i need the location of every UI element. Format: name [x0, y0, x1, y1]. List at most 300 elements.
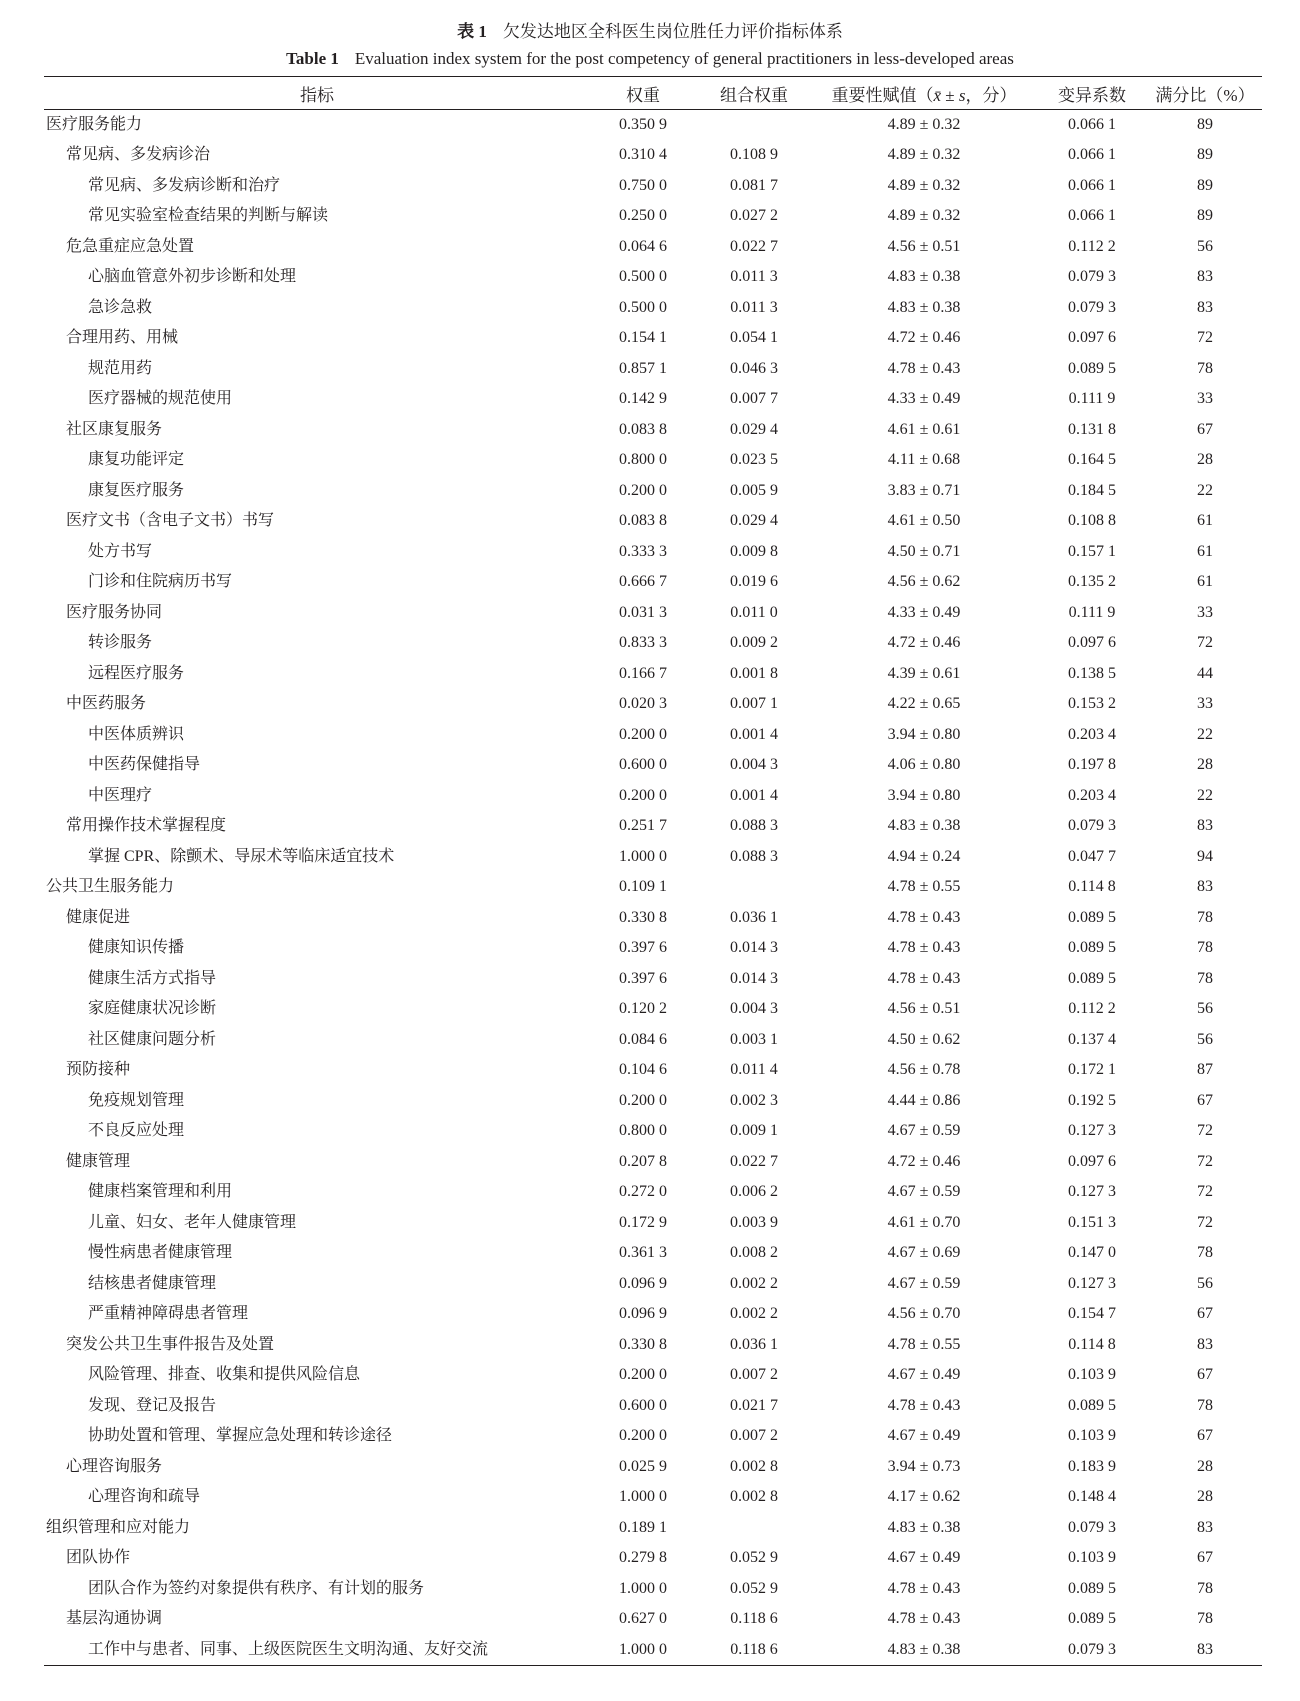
importance-cell: 4.83 ± 0.38 [887, 817, 961, 835]
header-row [44, 77, 1262, 110]
tertiary-indicator-row [44, 628, 1262, 659]
importance-cell: 4.06 ± 0.80 [887, 756, 961, 774]
indicator-cell: 社区康复服务 [66, 420, 163, 438]
weight-cell: 0.142 9 [619, 390, 667, 408]
weight-cell: 0.166 7 [619, 664, 667, 682]
tertiary-indicator-row [44, 171, 1262, 202]
indicator-table [44, 76, 1262, 1666]
combined-weight-cell: 0.011 3 [730, 298, 778, 316]
indicator-cell: 常见病、多发病诊治 [66, 146, 211, 164]
header-importance-sd-symbol: s [958, 85, 966, 105]
weight-cell: 0.083 8 [619, 420, 667, 438]
cv-cell: 0.089 5 [1068, 1610, 1116, 1628]
cv-cell: 0.047 7 [1068, 847, 1116, 865]
combined-weight-cell: 0.108 9 [730, 146, 778, 164]
tertiary-indicator-row [44, 354, 1262, 385]
importance-cell: 4.78 ± 0.43 [887, 969, 961, 987]
combined-weight-cell: 0.002 2 [730, 1274, 778, 1292]
importance-cell: 4.50 ± 0.71 [887, 542, 961, 560]
combined-weight-cell: 0.023 5 [730, 451, 778, 469]
full-score-cell: 28 [1197, 756, 1213, 774]
indicator-cell: 慢性病患者健康管理 [88, 1244, 233, 1262]
combined-weight-cell: 0.036 1 [730, 1335, 778, 1353]
importance-cell: 4.78 ± 0.43 [887, 1610, 961, 1628]
indicator-cell: 规范用药 [88, 359, 153, 377]
importance-cell: 4.56 ± 0.62 [887, 573, 961, 591]
full-score-cell: 78 [1197, 1244, 1213, 1262]
full-score-cell: 61 [1197, 512, 1213, 530]
full-score-cell: 72 [1197, 1122, 1213, 1140]
weight-cell: 1.000 0 [619, 847, 667, 865]
cv-cell: 0.127 3 [1068, 1122, 1116, 1140]
indicator-cell: 预防接种 [66, 1061, 131, 1079]
combined-weight-cell: 0.007 1 [730, 695, 778, 713]
combined-weight-cell: 0.118 6 [696, 1635, 812, 1666]
weight-cell: 0.250 0 [619, 207, 667, 225]
table-title-cn: 欠发达地区全科医生岗位胜任力评价指标体系 [502, 22, 843, 41]
cv-cell: 0.097 6 [1068, 329, 1116, 347]
secondary-indicator-row [44, 1543, 1262, 1574]
combined-weight-cell: 0.003 1 [730, 1030, 778, 1048]
cv-cell: 0.154 7 [1068, 1305, 1116, 1323]
secondary-indicator-row [44, 1604, 1262, 1635]
weight-cell: 0.109 1 [619, 878, 667, 896]
importance-cell: 4.11 ± 0.68 [887, 451, 961, 469]
weight-cell: 0.397 6 [619, 969, 667, 987]
importance-cell: 4.39 ± 0.61 [887, 664, 961, 682]
cv-cell: 0.127 3 [1068, 1183, 1116, 1201]
tertiary-indicator-row [44, 994, 1262, 1025]
indicator-cell: 不良反应处理 [88, 1122, 185, 1140]
cv-cell: 0.197 8 [1068, 756, 1116, 774]
full-score-cell: 89 [1197, 146, 1213, 164]
cv-cell: 0.097 6 [1068, 1152, 1116, 1170]
cv-cell: 0.112 2 [1068, 237, 1116, 255]
combined-weight-cell: 0.006 2 [730, 1183, 778, 1201]
full-score-cell: 56 [1197, 237, 1213, 255]
importance-cell: 4.17 ± 0.62 [887, 1488, 961, 1506]
weight-cell: 0.279 8 [619, 1549, 667, 1567]
full-score-cell: 28 [1197, 451, 1213, 469]
weight-cell: 0.750 0 [619, 176, 667, 194]
combined-weight-cell: 0.001 4 [730, 725, 778, 743]
header-combined-weight: 组合权重 [696, 77, 812, 110]
full-score-cell: 67 [1197, 1427, 1213, 1445]
cv-cell: 0.138 5 [1068, 664, 1116, 682]
full-score-cell: 78 [1197, 969, 1213, 987]
tertiary-indicator-row [44, 1635, 1262, 1666]
weight-cell: 0.330 8 [619, 1335, 667, 1353]
indicator-cell: 医疗服务协同 [66, 603, 163, 621]
full-score-cell: 83 [1148, 1635, 1262, 1666]
indicator-cell: 健康生活方式指导 [88, 969, 217, 987]
importance-cell: 4.72 ± 0.46 [887, 634, 961, 652]
full-score-cell: 83 [1197, 268, 1213, 286]
combined-weight-cell: 0.029 4 [730, 420, 778, 438]
full-score-cell: 67 [1197, 1366, 1213, 1384]
combined-weight-cell: 0.052 9 [730, 1549, 778, 1567]
weight-cell: 0.096 9 [619, 1274, 667, 1292]
tertiary-indicator-row [44, 293, 1262, 324]
importance-cell: 4.56 ± 0.70 [887, 1305, 961, 1323]
indicator-cell: 团队协作 [66, 1549, 131, 1567]
tertiary-indicator-row [44, 384, 1262, 415]
full-score-cell: 89 [1197, 207, 1213, 225]
cv-cell: 0.103 9 [1068, 1427, 1116, 1445]
full-score-cell: 89 [1197, 176, 1213, 194]
indicator-cell: 基层沟通协调 [66, 1610, 163, 1628]
cv-cell: 0.203 4 [1068, 725, 1116, 743]
cv-cell: 0.112 2 [1068, 1000, 1116, 1018]
indicator-cell: 组织管理和应对能力 [46, 1518, 191, 1536]
tertiary-indicator-row [44, 933, 1262, 964]
indicator-cell: 远程医疗服务 [88, 664, 185, 682]
weight-cell: 0.083 8 [619, 512, 667, 530]
indicator-cell: 常用操作技术掌握程度 [66, 817, 227, 835]
weight-cell: 0.020 3 [619, 695, 667, 713]
weight-cell: 1.000 0 [619, 1579, 667, 1597]
indicator-cell: 处方书写 [88, 542, 153, 560]
cv-cell: 0.137 4 [1068, 1030, 1116, 1048]
full-score-cell: 67 [1197, 420, 1213, 438]
weight-cell: 0.500 0 [619, 298, 667, 316]
tertiary-indicator-row [44, 1177, 1262, 1208]
combined-weight-cell: 0.009 8 [730, 542, 778, 560]
full-score-cell: 33 [1197, 695, 1213, 713]
weight-cell: 0.857 1 [619, 359, 667, 377]
full-score-cell: 78 [1197, 1610, 1213, 1628]
combined-weight-cell: 0.004 3 [730, 756, 778, 774]
importance-cell: 4.67 ± 0.49 [887, 1427, 961, 1445]
indicator-cell: 医疗器械的规范使用 [88, 390, 233, 408]
combined-weight-cell: 0.002 3 [730, 1091, 778, 1109]
full-score-cell: 28 [1197, 1457, 1213, 1475]
tertiary-indicator-row [44, 750, 1262, 781]
importance-cell: 4.72 ± 0.46 [887, 329, 961, 347]
secondary-indicator-row [44, 506, 1262, 537]
cv-cell: 0.135 2 [1068, 573, 1116, 591]
tertiary-indicator-row [44, 537, 1262, 568]
indicator-cell: 掌握 CPR、除颤术、导尿术等临床适宜技术 [88, 847, 395, 865]
table-title-en: Evaluation index system for the post competency of general practitioners in less-developed areas [354, 49, 1014, 68]
cv-cell: 0.127 3 [1068, 1274, 1116, 1292]
tertiary-indicator-row [44, 1025, 1262, 1056]
cv-cell: 0.097 6 [1068, 634, 1116, 652]
importance-cell: 4.89 ± 0.32 [887, 176, 961, 194]
indicator-cell: 常见实验室检查结果的判断与解读 [88, 207, 329, 225]
importance-cell: 4.56 ± 0.78 [887, 1061, 961, 1079]
indicator-cell: 医疗服务能力 [46, 116, 143, 133]
cv-cell: 0.089 5 [1068, 359, 1116, 377]
cv-cell: 0.111 9 [1068, 603, 1116, 621]
tertiary-indicator-row [44, 1269, 1262, 1300]
full-score-cell: 83 [1197, 1518, 1213, 1536]
tertiary-indicator-row [44, 476, 1262, 507]
combined-weight-cell: 0.021 7 [730, 1396, 778, 1414]
cv-cell: 0.066 1 [1068, 176, 1116, 194]
secondary-indicator-row [44, 811, 1262, 842]
weight-cell: 0.272 0 [619, 1183, 667, 1201]
importance-cell: 4.67 ± 0.49 [887, 1366, 961, 1384]
indicator-cell: 康复医疗服务 [88, 481, 185, 499]
weight-cell: 0.800 0 [619, 1122, 667, 1140]
importance-cell: 4.61 ± 0.70 [887, 1213, 961, 1231]
combined-weight-cell: 0.007 7 [730, 390, 778, 408]
combined-weight-cell: 0.011 0 [730, 603, 778, 621]
combined-weight-cell: 0.052 9 [730, 1579, 778, 1597]
combined-weight-cell: 0.007 2 [730, 1427, 778, 1445]
importance-cell: 4.83 ± 0.38 [887, 268, 961, 286]
tertiary-indicator-row [44, 1086, 1262, 1117]
cv-cell: 0.079 3 [1036, 1635, 1148, 1666]
combined-weight-cell: 0.005 9 [730, 481, 778, 499]
full-score-cell: 22 [1197, 725, 1213, 743]
tertiary-indicator-row [44, 1360, 1262, 1391]
secondary-indicator-row [44, 598, 1262, 629]
full-score-cell: 87 [1197, 1061, 1213, 1079]
combined-weight-cell: 0.011 4 [730, 1061, 778, 1079]
combined-weight-cell: 0.004 3 [730, 1000, 778, 1018]
combined-weight-cell: 0.027 2 [730, 207, 778, 225]
tertiary-indicator-row [44, 659, 1262, 690]
tertiary-indicator-row [44, 781, 1262, 812]
full-score-cell: 72 [1197, 1183, 1213, 1201]
importance-cell: 4.78 ± 0.55 [887, 1335, 961, 1353]
importance-cell: 3.94 ± 0.73 [887, 1457, 961, 1475]
importance-cell: 4.78 ± 0.43 [887, 1396, 961, 1414]
importance-cell: 4.61 ± 0.50 [887, 512, 961, 530]
indicator-cell: 团队合作为签约对象提供有秩序、有计划的服务 [88, 1579, 425, 1597]
indicator-cell: 危急重症应急处置 [66, 237, 195, 255]
indicator-cell: 合理用药、用械 [66, 329, 179, 347]
combined-weight-cell: 0.009 2 [730, 634, 778, 652]
full-score-cell: 67 [1197, 1549, 1213, 1567]
indicator-cell: 心脑血管意外初步诊断和处理 [88, 268, 297, 286]
secondary-indicator-row [44, 140, 1262, 171]
tertiary-indicator-row [44, 842, 1262, 873]
cv-cell: 0.079 3 [1068, 1518, 1116, 1536]
header-full-score: 满分比（%） [1148, 77, 1262, 110]
indicator-cell: 健康管理 [66, 1152, 131, 1170]
cv-cell: 0.157 1 [1068, 542, 1116, 560]
full-score-cell: 72 [1197, 1152, 1213, 1170]
weight-cell: 0.189 1 [619, 1518, 667, 1536]
combined-weight-cell: 0.002 8 [730, 1488, 778, 1506]
tertiary-indicator-row [44, 1238, 1262, 1269]
table-caption-en [0, 46, 1300, 72]
cv-cell: 0.131 8 [1068, 420, 1116, 438]
indicator-cell: 风险管理、排查、收集和提供风险信息 [88, 1366, 361, 1384]
weight-cell: 0.627 0 [619, 1610, 667, 1628]
importance-cell: 4.83 ± 0.38 [887, 298, 961, 316]
weight-cell: 0.600 0 [619, 1396, 667, 1414]
full-score-cell: 44 [1197, 664, 1213, 682]
full-score-cell: 33 [1197, 603, 1213, 621]
secondary-indicator-row [44, 415, 1262, 446]
weight-cell: 0.310 4 [619, 146, 667, 164]
full-score-cell: 83 [1197, 1335, 1213, 1353]
full-score-cell: 28 [1197, 1488, 1213, 1506]
cv-cell: 0.089 5 [1068, 1579, 1116, 1597]
importance-cell: 4.78 ± 0.43 [887, 359, 961, 377]
indicator-cell: 常见病、多发病诊断和治疗 [88, 176, 281, 194]
weight-cell: 0.251 7 [619, 817, 667, 835]
full-score-cell: 67 [1197, 1305, 1213, 1323]
header-weight: 权重 [590, 77, 696, 110]
tertiary-indicator-row [44, 720, 1262, 751]
indicator-cell: 免疫规划管理 [88, 1091, 185, 1109]
full-score-cell: 78 [1197, 359, 1213, 377]
combined-weight-cell: 0.046 3 [730, 359, 778, 377]
indicator-cell: 门诊和住院病历书写 [88, 573, 233, 591]
indicator-cell: 儿童、妇女、老年人健康管理 [88, 1213, 297, 1231]
combined-weight-cell: 0.118 6 [730, 1610, 778, 1628]
indicator-cell: 心理咨询和疏导 [88, 1488, 201, 1506]
full-score-cell: 83 [1197, 298, 1213, 316]
cv-cell: 0.079 3 [1068, 268, 1116, 286]
weight-cell: 0.397 6 [619, 939, 667, 957]
cv-cell: 0.147 0 [1068, 1244, 1116, 1262]
importance-cell: 4.67 ± 0.49 [887, 1549, 961, 1567]
header-cv: 变异系数 [1036, 77, 1148, 110]
cv-cell: 0.108 8 [1068, 512, 1116, 530]
weight-cell: 0.025 9 [619, 1457, 667, 1475]
cv-cell: 0.103 9 [1068, 1549, 1116, 1567]
full-score-cell: 83 [1197, 878, 1213, 896]
weight-cell: 0.064 6 [619, 237, 667, 255]
weight-cell: 0.833 3 [619, 634, 667, 652]
importance-cell: 3.94 ± 0.80 [887, 786, 961, 804]
importance-cell: 4.78 ± 0.43 [887, 1579, 961, 1597]
indicator-cell: 发现、登记及报告 [88, 1396, 217, 1414]
full-score-cell: 56 [1197, 1274, 1213, 1292]
weight-cell: 0.154 1 [619, 329, 667, 347]
combined-weight-cell [696, 1513, 812, 1544]
weight-cell: 0.200 0 [619, 1366, 667, 1384]
cv-cell: 0.184 5 [1068, 481, 1116, 499]
indicator-cell: 协助处置和管理、掌握应急处理和转诊途径 [88, 1427, 393, 1445]
tertiary-indicator-row [44, 201, 1262, 232]
secondary-indicator-row [44, 1055, 1262, 1086]
importance-cell: 4.89 ± 0.32 [887, 146, 961, 164]
weight-cell: 0.500 0 [619, 268, 667, 286]
weight-cell: 0.200 0 [619, 481, 667, 499]
combined-weight-cell: 0.054 1 [730, 329, 778, 347]
cv-cell: 0.066 1 [1068, 207, 1116, 225]
indicator-cell: 健康促进 [66, 908, 131, 926]
tertiary-indicator-row [44, 1421, 1262, 1452]
tertiary-indicator-row [44, 567, 1262, 598]
importance-cell: 4.83 ± 0.38 [812, 1635, 1036, 1666]
importance-cell: 4.33 ± 0.49 [887, 603, 961, 621]
combined-weight-cell: 0.019 6 [730, 573, 778, 591]
weight-cell: 0.666 7 [619, 573, 667, 591]
indicator-cell: 健康档案管理和利用 [88, 1183, 233, 1201]
weight-cell: 0.172 9 [619, 1213, 667, 1231]
primary-indicator-row [44, 872, 1262, 903]
cv-cell: 0.089 5 [1068, 908, 1116, 926]
importance-cell: 4.50 ± 0.62 [887, 1030, 961, 1048]
combined-weight-cell: 0.081 7 [730, 176, 778, 194]
importance-cell: 4.56 ± 0.51 [887, 237, 961, 255]
combined-weight-cell: 0.022 7 [730, 1152, 778, 1170]
cv-cell: 0.192 5 [1068, 1091, 1116, 1109]
weight-cell: 0.031 3 [619, 603, 667, 621]
importance-cell: 4.67 ± 0.69 [887, 1244, 961, 1262]
header-importance-pm: ± [941, 85, 959, 105]
full-score-cell: 22 [1197, 786, 1213, 804]
full-score-cell: 78 [1197, 1396, 1213, 1414]
cv-cell: 0.114 8 [1068, 878, 1116, 896]
tertiary-indicator-row [44, 445, 1262, 476]
full-score-cell: 56 [1197, 1030, 1213, 1048]
cv-cell: 0.114 8 [1068, 1335, 1116, 1353]
importance-cell: 4.94 ± 0.24 [887, 847, 961, 865]
indicator-cell: 突发公共卫生事件报告及处置 [66, 1335, 275, 1353]
combined-weight-cell: 0.009 1 [730, 1122, 778, 1140]
secondary-indicator-row [44, 1147, 1262, 1178]
importance-cell: 4.22 ± 0.65 [887, 695, 961, 713]
indicator-cell: 康复功能评定 [88, 451, 185, 469]
full-score-cell: 61 [1197, 542, 1213, 560]
cv-cell: 0.203 4 [1068, 786, 1116, 804]
indicator-cell: 工作中与患者、同事、上级医院医生文明沟通、友好交流 [44, 1635, 590, 1666]
indicator-cell: 中医理疗 [88, 786, 153, 804]
weight-cell: 0.120 2 [619, 1000, 667, 1018]
full-score-cell: 83 [1197, 817, 1213, 835]
full-score-cell: 33 [1197, 390, 1213, 408]
importance-cell: 4.44 ± 0.86 [887, 1091, 961, 1109]
indicator-cell: 家庭健康状况诊断 [88, 1000, 217, 1018]
indicator-cell: 健康知识传播 [88, 939, 185, 957]
importance-cell: 4.78 ± 0.55 [887, 878, 961, 896]
indicator-cell: 社区健康问题分析 [88, 1030, 217, 1048]
importance-cell: 4.33 ± 0.49 [887, 390, 961, 408]
cv-cell: 0.103 9 [1068, 1366, 1116, 1384]
header-importance-suffix: ，分） [965, 85, 1017, 105]
importance-cell: 4.67 ± 0.59 [887, 1183, 961, 1201]
full-score-cell: 72 [1197, 329, 1213, 347]
importance-cell: 4.78 ± 0.43 [887, 908, 961, 926]
importance-cell: 4.83 ± 0.38 [887, 1518, 961, 1536]
secondary-indicator-row [44, 323, 1262, 354]
combined-weight-cell: 0.022 7 [730, 237, 778, 255]
cv-cell: 0.066 1 [1068, 116, 1116, 133]
importance-cell: 3.94 ± 0.80 [887, 725, 961, 743]
tertiary-indicator-row [44, 964, 1262, 995]
combined-weight-cell: 0.001 4 [730, 786, 778, 804]
secondary-indicator-row [44, 903, 1262, 934]
importance-cell: 4.67 ± 0.59 [887, 1122, 961, 1140]
weight-cell: 0.104 6 [619, 1061, 667, 1079]
cv-cell: 0.089 5 [1068, 939, 1116, 957]
tertiary-indicator-row [44, 262, 1262, 293]
cv-cell: 0.079 3 [1068, 817, 1116, 835]
combined-weight-cell: 0.001 8 [730, 664, 778, 682]
full-score-cell: 22 [1197, 481, 1213, 499]
weight-cell: 0.350 9 [619, 116, 667, 133]
full-score-cell: 72 [1197, 634, 1213, 652]
full-score-cell: 67 [1197, 1091, 1213, 1109]
header-importance-mean-symbol: x̄ [933, 85, 942, 105]
weight-cell: 0.333 3 [619, 542, 667, 560]
cv-cell: 0.066 1 [1068, 146, 1116, 164]
combined-weight-cell: 0.011 3 [730, 268, 778, 286]
weight-cell: 0.800 0 [619, 451, 667, 469]
importance-cell: 3.83 ± 0.71 [887, 481, 961, 499]
importance-cell: 4.61 ± 0.61 [887, 420, 961, 438]
primary-indicator-row [44, 1513, 1262, 1544]
